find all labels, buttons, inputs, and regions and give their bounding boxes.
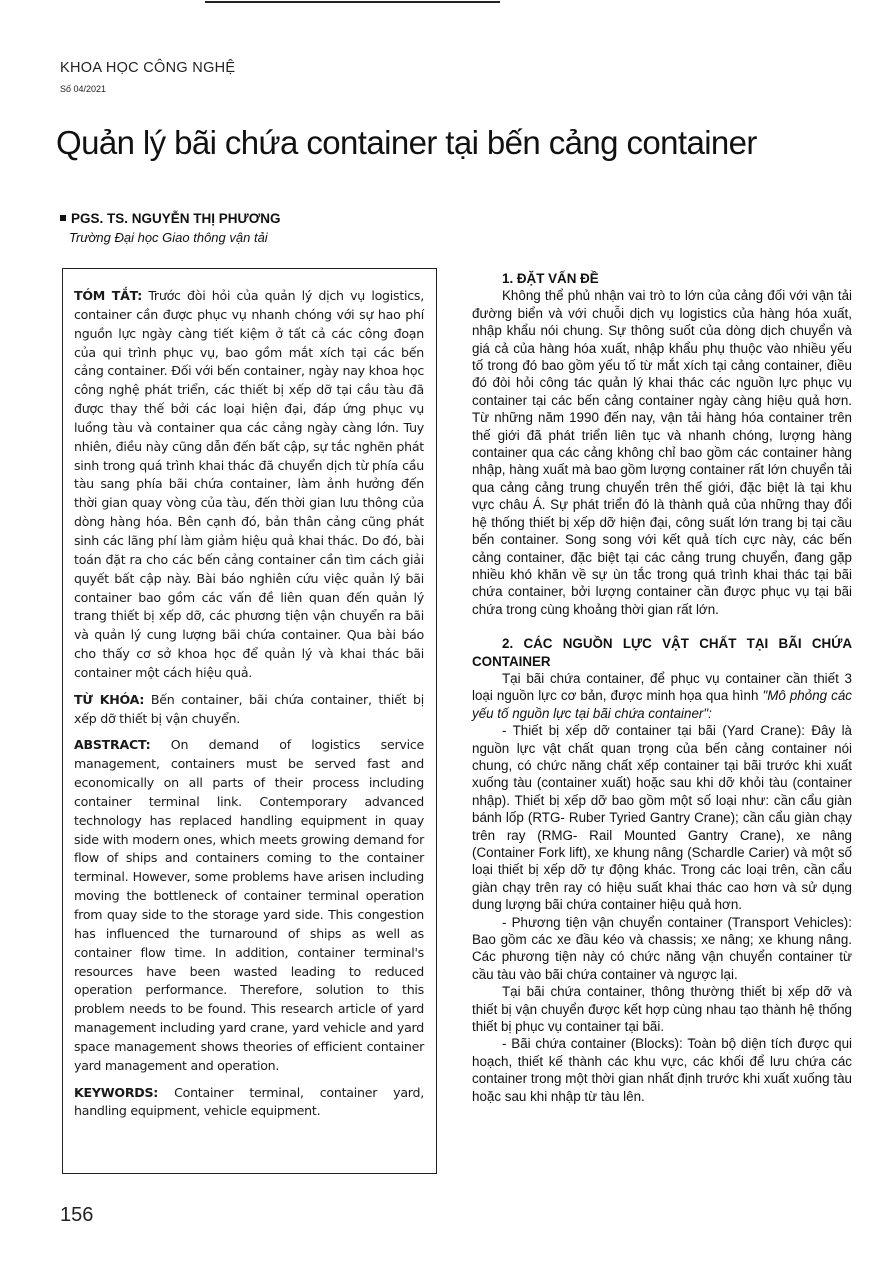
- section-2-paragraph-5: - Bãi chứa container (Blocks): Toàn bộ diện tích được qui hoạch, thiết kế thành các khu vực, các khối để lưu chứa các container trong một thời gian nhất định trước khi xuất xuống tàu hoặc sau khi nhập từ tàu lên.: [472, 1036, 852, 1104]
- section-2-paragraph-1: [472, 670, 852, 722]
- tukhoa-paragraph: [74, 691, 424, 729]
- section-1-paragraph: Không thể phủ nhận vai trò to lớn của cảng đối với vận tải đường biển và với chuỗi dịch vụ logistics của hàng hóa xuất, nhập khẩu nói chung. Sự thông suốt của dòng dịch chuyển và giá cả của hàng hóa xuất, nhập khẩu phụ thuộc vào nhiều yếu tố trong đó bao gồm yếu tố từ mắt xích tại cảng container, điều đó đòi hỏi công tác quản lý khai thác các nguồn lực phục vụ container tại các bến cảng container ngày càng hiệu quả hơn. Từ những năm 1990 đến nay, vận tải hàng hóa container trên thế giới đã phát triển liên tục và nhanh chóng, lượng hàng container qua các cảng không chỉ bao gồm các container hàng nhập, hàng xuất mà bao gồm lượng container rất lớn chuyển tải qua cảng cảng trung chuyển trên thế giới, đặc biệt là tại khu vực châu Á. Sự phát triển đó là thành quả của những thay đổi hệ thống thiết bị xếp dỡ hiện đại, công suất lớn trang bị tại cầu bến container. Song song với kết quả tích cực này, các bến cảng container, đặc biệt tại các cảng trung chuyển, đang gặp nhiều khó khăn về sự ùn tắc trong quá trình khai thác tại bãi chứa container, bởi lượng container cần được phục vụ tại bãi chứa trong cùng khoảng thời gian rất lớn.: [472, 288, 852, 617]
- section-2-paragraph-1-text: Tại bãi chứa container, để phục vụ container cần thiết 3 loại nguồn lực cơ bản, được minh họa qua hình: [472, 670, 852, 704]
- abstract-text: On demand of logistics service management, containers must be served fast and economically on all parts of their process including container terminal link. Contemporary advanced technology has replaced handling equipment in quay side with modern ones, which meets growing demand for flow of ships and containers coming to the container terminal. However, some problems have arisen including moving the bottleneck of container terminal operation from quay side to the storage yard side. This congestion has influenced the turnaround of ships as well as container flow time. In addition, container terminal's resources have been wasted leading to reduced operation performance. Therefore, solution to this problem needs to be found. This research article of yard management including yard crane, yard vehicle and yard space management shows theories of efficient container yard management and operation.: [74, 737, 424, 1073]
- author-name: PGS. TS. NGUYỄN THỊ PHƯƠNG: [71, 211, 281, 226]
- section-2-paragraph-4: Tại bãi chứa container, thông thường thiết bị xếp dỡ và thiết bị vận chuyển được kết hợp cùng nhau tạo thành hệ thống thiết bị phục vụ container tại bãi.: [472, 984, 852, 1035]
- figure-reference: "Mô phỏng các yếu tố nguồn lực tại bãi chứa container":: [472, 688, 852, 721]
- article-title: Quản lý bãi chứa container tại bến cảng container: [56, 124, 757, 161]
- section-2-paragraph-2: - Thiết bị xếp dỡ container tại bãi (Yard Crane): Đây là nguồn lực vật chất quan trọng của bến cảng container nói chung, có chức năng chất xếp container tại bãi trước khi xuất xuống tàu (container xuất) hoặc sau khi dỡ khỏi tàu (container nhập). Thiết bị xếp dỡ bao gồm một số loại như: cần cẩu giàn bánh lốp (RTG- Ruber Tyried Gantry Crane); cần cẩu giàn chạy trên ray (RMG- Rail Mounted Gantry Crane), xe nâng (Container Fork lift), xe khung nâng (Schardle Carier) và một số loại thiết bị xếp dỡ tự động khác. Trong các loại trên, cần cẩu giàn chạy trên ray có hiệu suất khai thác cao hơn và sử dụng dung lượng bãi chứa container hiệu quả hơn.: [472, 723, 852, 913]
- keywords-paragraph: [74, 1084, 424, 1122]
- tomtat-label: TÓM TẮT:: [74, 288, 143, 303]
- tomtat-text: Trước đòi hỏi của quản lý dịch vụ logistics, container cần được phục vụ nhanh chóng với sự hao phí nguồn lực ngày càng tiết kiệm ở tất cả các công đoạn của qui trình phục vụ, bao gồm mắt xích tại các bến cảng container. Đối với bến container, ngày nay khoa học công nghệ phát triển, các thiết bị xếp dỡ tại cầu tàu đã được thay thế bởi các loại hiện đại, đáp ứng phục vụ luồng tàu và container qua các cảng ngày càng lớn. Tuy nhiên, điều này cũng dẫn đến bất cập, sự tắc nghẽn phát sinh trong quá trình khai thác đã chuyển dịch từ phía cầu tàu sang phía bãi chứa container, làm ảnh hưởng đến thời gian quay vòng của tàu, đến thời gian lưu thông của dòng hàng hóa. Bên cạnh đó, bản thân cảng cũng phát sinh các lãng phí làm giảm hiệu quả khai thác. Do đó, bài toán đặt ra cho các bến cảng container cần tìm cách giải quyết bất cập này. Bài báo nghiên cứu việc quản lý bãi container bao gồm các vấn đề liên quan đến quản lý trang thiết bị xếp dỡ, các phương tiện vận chuyển ra bãi và quản lý cung lượng bãi chứa container. Qua bài báo cho thấy cơ sở khoa học để quản lý và khai thác bãi container một cách hiệu quả.: [74, 288, 425, 680]
- section-2-heading: 2. CÁC NGUỒN LỰC VẬT CHẤT TẠI BÃI CHỨA CONTAINER: [472, 636, 852, 669]
- abstract-label: ABSTRACT:: [74, 737, 151, 753]
- keywords-text: Container terminal, container yard, handling equipment, vehicle equipment.: [74, 1084, 424, 1119]
- bullet-square-icon: [60, 215, 66, 221]
- tukhoa-text: Bến container, bãi chứa container, thiết bị xếp dỡ thiết bị vận chuyển.: [74, 691, 424, 726]
- abstract-paragraph: [74, 736, 424, 1075]
- author: [60, 211, 281, 226]
- journal-section: KHOA HỌC CÔNG NGHỆ: [60, 60, 236, 76]
- section-1-heading: 1. ĐẶT VẤN ĐỀ: [502, 271, 599, 286]
- issue-number: Số 04/2021: [60, 84, 107, 94]
- keywords-label: KEYWORDS:: [74, 1084, 159, 1100]
- section-2-paragraph-3: - Phương tiện vận chuyển container (Transport Vehicles): Bao gồm các xe đầu kéo và chassis; xe nâng; xe khung nâng. Các phương tiện này có chức năng vận chuyển container từ cầu tàu vào bãi chứa container và ngược lại.: [472, 914, 852, 982]
- body-column: [472, 270, 852, 1105]
- author-affiliation: Trường Đại học Giao thông vận tải: [69, 230, 268, 245]
- tomtat-paragraph: [74, 287, 424, 683]
- page-number: 156: [60, 1204, 94, 1226]
- tukhoa-label: TỪ KHÓA:: [74, 691, 145, 707]
- top-rule: [205, 1, 500, 3]
- abstract-box: [62, 268, 437, 1174]
